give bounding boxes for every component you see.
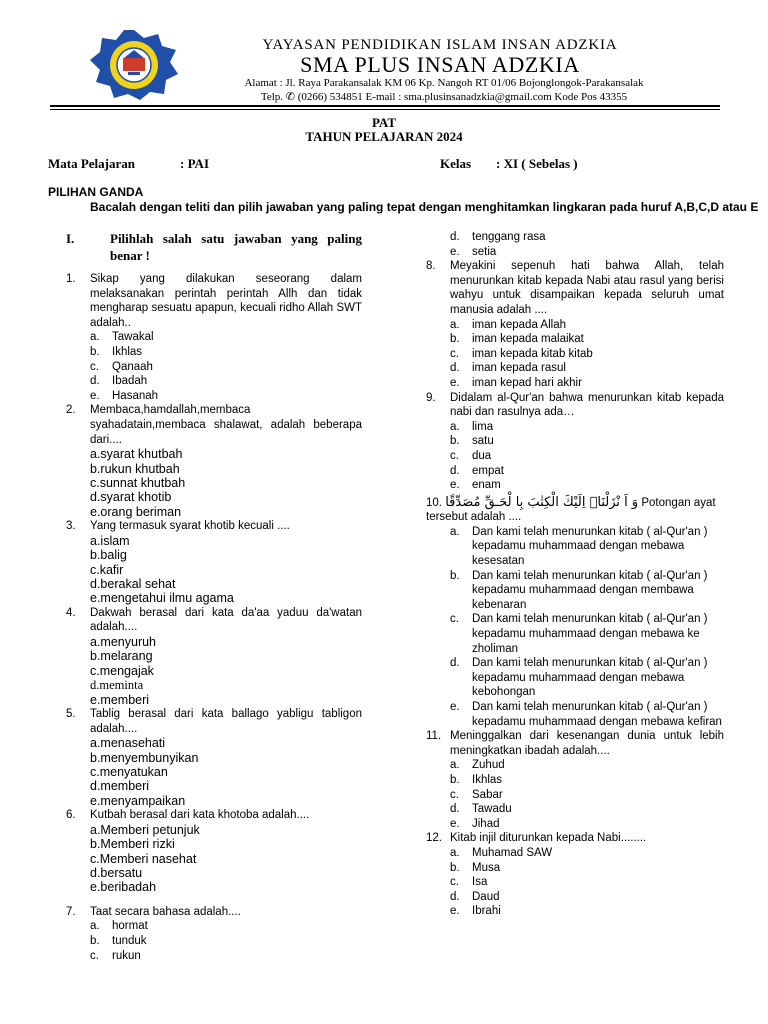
class-label: Kelas: [440, 156, 472, 171]
option-10c[interactable]: c. Dan kami telah menurunkan kitab ( al-Qur'an ) kepadamu muhammaad dengan mebawa ke zholiman: [450, 613, 708, 655]
question-5: 5. Tablig berasal dari kata ballago yabligu tabligon adalah....: [66, 708, 362, 735]
option-4c[interactable]: c.mengajak: [90, 663, 154, 678]
option-4d[interactable]: d.meminta: [90, 678, 144, 693]
option-11c[interactable]: c. Sabar: [450, 788, 503, 801]
option-11d[interactable]: d. Tawadu: [450, 803, 512, 816]
question-1: 1. Sikap yang dilakukan seseorang dalam melaksanakan perintah perintah Allh dan tidak mengharap sesuatu apapun, kecuali ridho Allah SWT adalah..: [66, 273, 362, 329]
option-7b[interactable]: b. tunduk: [90, 935, 147, 948]
option-11e[interactable]: e. Jihad: [450, 817, 500, 830]
option-7a[interactable]: a. hormat: [90, 920, 148, 933]
option-9b[interactable]: b. satu: [450, 435, 494, 448]
option-9d[interactable]: d. empat: [450, 464, 504, 477]
option-4e[interactable]: e.memberi: [90, 692, 150, 707]
option-1c[interactable]: c. Qanaah: [90, 360, 153, 373]
option-6a[interactable]: a.Memberi petunjuk: [90, 822, 200, 837]
option-1d[interactable]: d. Ibadah: [90, 375, 148, 388]
option-6e[interactable]: e.beribadah: [90, 880, 157, 895]
question-9: 9. Didalam al-Qur'an bahwa menurunkan kitab kepada nabi dan rasulnya ada…: [426, 391, 724, 419]
option-3c[interactable]: c.kafir: [90, 562, 124, 577]
option-3a[interactable]: a.islam: [90, 533, 130, 548]
section-heading: [66, 230, 362, 264]
option-3b[interactable]: b.balig: [90, 548, 127, 563]
option-3e[interactable]: e.mengetahui ilmu agama: [90, 591, 234, 606]
header-rule-thin: [50, 109, 720, 110]
option-8e[interactable]: e. iman kepad hari akhir: [450, 376, 582, 389]
school-address: Alamat : Jl. Raya Parakansalak KM 06 Kp. Nangoh RT 01/06 Bojonglongok-Parakansalak: [244, 77, 644, 89]
option-10d[interactable]: d. Dan kami telah menurunkan kitab ( al-Qur'an ) kepadamu muhammaad dengan mebawa kebohongan: [450, 657, 708, 699]
option-12d[interactable]: d. Daud: [450, 890, 500, 903]
section-text: Pilihlah salah satu jawaban yang paling benar !: [110, 231, 362, 263]
exam-title: PAT: [371, 115, 397, 130]
option-2c[interactable]: c.sunnat khutbah: [90, 475, 186, 490]
option-4b[interactable]: b.melarang: [90, 649, 153, 664]
option-6b[interactable]: b.Memberi rizki: [90, 837, 175, 852]
option-1b[interactable]: b. Ikhlas: [90, 345, 143, 358]
option-7c[interactable]: c. rukun: [90, 949, 141, 962]
option-5c[interactable]: c.menyatukan: [90, 765, 168, 779]
option-5e[interactable]: e.menyampaikan: [90, 793, 186, 808]
option-1a[interactable]: a. Tawakal: [90, 331, 154, 344]
arabic-verse: وَ اَ نْزَلْنَاۤ اِلَيْكَ الْكِتٰبَ بِا لْحَـقِّ مُصَدِّقًا: [445, 494, 639, 510]
option-10b[interactable]: b. Dan kami telah menurunkan kitab ( al-Qur'an ) kepadamu muhammaad dengan membawa kebenaran: [450, 569, 708, 611]
option-12c[interactable]: c. Isa: [450, 876, 488, 889]
option-1e[interactable]: e. Hasanah: [90, 389, 159, 402]
subject-label: Mata Pelajaran: [48, 156, 136, 171]
question-12: 12. Kitab injil diturunkan kepada Nabi........: [426, 832, 647, 845]
option-3d[interactable]: d.berakal sehat: [90, 576, 176, 591]
option-5a[interactable]: a.menasehati: [90, 736, 166, 751]
option-9c[interactable]: c. dua: [450, 449, 492, 462]
section-title: PILIHAN GANDA: [48, 185, 144, 199]
option-9e[interactable]: e. enam: [450, 479, 501, 492]
option-8a[interactable]: a. iman kepada Allah: [450, 318, 566, 331]
option-5d[interactable]: d.memberi: [90, 779, 150, 794]
option-12b[interactable]: b. Musa: [450, 861, 501, 874]
option-11b[interactable]: b. Ikhlas: [450, 773, 503, 786]
option-8b[interactable]: b. iman kepada malaikat: [450, 333, 584, 346]
option-12a[interactable]: a. Muhamad SAW: [450, 846, 553, 859]
school-contact: Telp. ✆ (0266) 534851 E-mail : sma.plusinsanadzkia@gmail.com Kode Pos 43355: [260, 91, 628, 103]
subject-value: : PAI: [180, 156, 210, 171]
option-5b[interactable]: b.menyembunyikan: [90, 750, 199, 765]
question-7: 7. Taat secara bahasa adalah....: [66, 905, 241, 918]
option-10e[interactable]: e. Dan kami telah menurunkan kitab ( al-Qur'an ) kepadamu muhammaad dengan mebawa kefiran: [450, 701, 722, 728]
left-column: [66, 230, 362, 963]
question-10: 10. وَ اَ نْزَلْنَاۤ اِلَيْكَ الْكِتٰبَ بِا لْحَـقِّ مُصَدِّقًا Potongan ayat tersebut adalah ....: [426, 494, 716, 524]
question-6: 6. Kutbah berasal dari kata khotoba adalah....: [66, 809, 310, 822]
option-2b[interactable]: b.rukun khutbah: [90, 461, 180, 476]
school-name: SMA PLUS INSAN ADZKIA: [300, 52, 580, 77]
option-4a[interactable]: a.menyuruh: [90, 634, 157, 649]
option-2d[interactable]: d.syarat khotib: [90, 490, 172, 505]
option-11a[interactable]: a. Zuhud: [450, 759, 505, 772]
option-2a[interactable]: a.syarat khutbah: [90, 447, 183, 462]
section-number: I.: [66, 231, 75, 246]
question-2: 2. Membaca,hamdallah,membaca syahadatain,membaca shalawat, adalah beberapa dari....: [66, 404, 362, 446]
option-7d[interactable]: d. tenggang rasa: [450, 231, 546, 243]
option-10a[interactable]: a. Dan kami telah menurunkan kitab ( al-Qur'an ) kepadamu muhammaad dengan mebawa kesesatan: [450, 525, 708, 568]
option-6d[interactable]: d.bersatu: [90, 866, 143, 881]
spacer: [66, 895, 362, 905]
question-11: 11. Meninggalkan dari kesenangan dunia untuk lebih meningkatkan ibadah adalah....: [426, 730, 724, 757]
exam-year: TAHUN PELAJARAN 2024: [305, 129, 463, 144]
class-value: : XI ( Sebelas ): [496, 156, 578, 171]
option-2e[interactable]: e.orang beriman: [90, 504, 182, 519]
header-rule-thick: [50, 105, 720, 107]
question-4: 4. Dakwah berasal dari kata da'aa yaduu da'watan adalah....: [66, 606, 362, 634]
instruction: Bacalah dengan teliti dan pilih jawaban yang paling tepat dengan menghitamkan lingkaran pada huruf A,B,C,D atau E: [90, 200, 759, 214]
organization-name: YAYASAN PENDIDIKAN ISLAM INSAN ADZKIA: [262, 37, 618, 53]
option-6c[interactable]: c.Memberi nasehat: [90, 851, 197, 866]
right-column: [426, 230, 724, 919]
option-12e[interactable]: e. Ibrahi: [450, 905, 501, 918]
question-3: 3. Yang termasuk syarat khotib kecuali ....: [66, 520, 290, 533]
option-8d[interactable]: d. iman kepada rasul: [450, 362, 566, 375]
option-7e[interactable]: e. setia: [450, 245, 497, 258]
school-logo: [88, 28, 180, 100]
option-9a[interactable]: a. lima: [450, 420, 494, 433]
option-8c[interactable]: c. iman kepada kitab kitab: [450, 347, 593, 360]
question-8: 8. Meyakini sepenuh hati bahwa Allah, telah menurunkan kitab kepada Nabi atau rasul yang berisi wahyu untuk disampaikan kepada seluruh umat manusia adalah ....: [426, 260, 724, 316]
